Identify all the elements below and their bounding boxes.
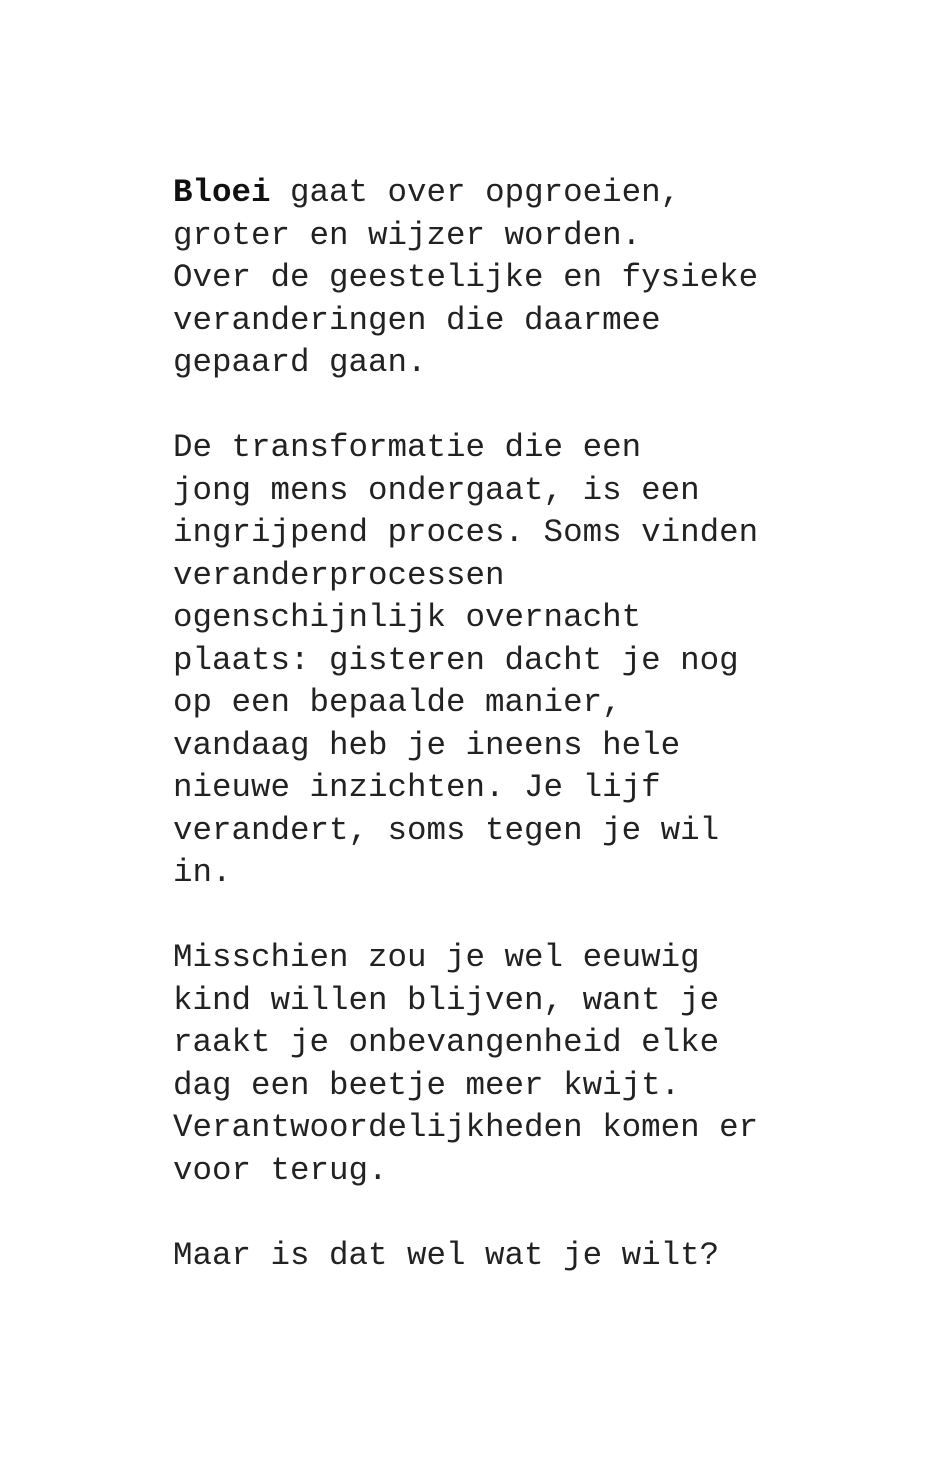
text-line: groter en wijzer worden. xyxy=(173,216,642,254)
text-line: De transformatie die een xyxy=(173,429,642,466)
paragraph-intro xyxy=(173,172,893,385)
text-line: dag een beetje meer kwijt. xyxy=(173,1066,681,1104)
text-line: nieuwe inzichten. Je lijf xyxy=(173,769,661,806)
text-line-rest: gaat over opgroeien, xyxy=(270,174,681,211)
text-line: plaats: gisteren dacht je nog xyxy=(173,641,739,679)
text-line: in. xyxy=(173,854,232,891)
text-line: Misschien zou je wel eeuwig xyxy=(173,939,700,976)
paragraph-childhood xyxy=(173,937,893,1192)
paragraph-transformation xyxy=(173,427,893,895)
text-line xyxy=(173,172,893,215)
text-line: Over de geestelijke en fysieke xyxy=(173,259,759,296)
text-line: verandert, soms tegen je wil xyxy=(173,811,720,849)
text-line: ogenschijnlijk overnacht xyxy=(173,599,642,636)
text-line: jong mens ondergaat, is een xyxy=(173,471,700,509)
text-line: kind willen blijven, want je xyxy=(173,981,720,1019)
text-line: veranderprocessen xyxy=(173,556,505,594)
text-line: Maar is dat wel wat je wilt? xyxy=(173,1236,720,1274)
title-word: Bloei xyxy=(173,174,271,211)
text-line: gepaard gaan. xyxy=(173,344,427,381)
text-line: op een bepaalde manier, xyxy=(173,684,622,721)
paragraph-question xyxy=(173,1235,893,1278)
text-line: ingrijpend proces. Soms vinden xyxy=(173,514,759,551)
text-line: veranderingen die daarmee xyxy=(173,301,661,339)
text-line: Verantwoordelijkheden komen er xyxy=(173,1109,759,1146)
text-line: voor terug. xyxy=(173,1151,388,1189)
document-body xyxy=(173,172,893,1320)
text-line: vandaag heb je ineens hele xyxy=(173,726,681,764)
text-line: raakt je onbevangenheid elke xyxy=(173,1024,720,1061)
